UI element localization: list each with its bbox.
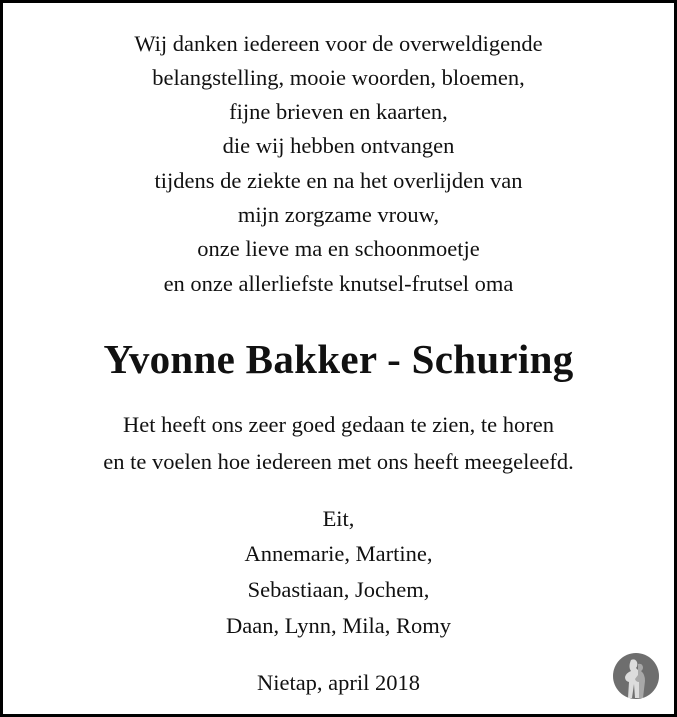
intro-line: en onze allerliefste knutsel-frutsel oma bbox=[163, 271, 514, 296]
intro-line: tijdens de ziekte en na het overlijden van bbox=[154, 168, 523, 193]
intro-line: Wij danken iedereen voor de overweldigende bbox=[134, 31, 543, 56]
message-line: Het heeft ons zeer goed gedaan te zien, te horen bbox=[122, 412, 555, 437]
signature-line: Daan, Lynn, Mila, Romy bbox=[226, 613, 451, 638]
message-line: en te voelen hoe iedereen met ons heeft meegeleefd. bbox=[103, 449, 574, 474]
deceased-name: Yvonne Bakker - Schuring bbox=[103, 336, 574, 382]
intro-line: die wij hebben ontvangen bbox=[222, 133, 455, 158]
intro-line: fijne brieven en kaarten, bbox=[229, 99, 448, 124]
embracing-people-icon bbox=[612, 652, 660, 700]
intro-line: belangstelling, mooie woorden, bloemen, bbox=[152, 65, 525, 90]
intro-line: mijn zorgzame vrouw, bbox=[237, 202, 440, 227]
signature-line: Sebastiaan, Jochem, bbox=[247, 577, 430, 602]
signature-line: Eit, bbox=[322, 506, 355, 531]
signature-line: Annemarie, Martine, bbox=[244, 541, 433, 566]
intro-line: onze lieve ma en schoonmoetje bbox=[197, 236, 480, 261]
place-date: Nietap, april 2018 bbox=[256, 670, 421, 695]
